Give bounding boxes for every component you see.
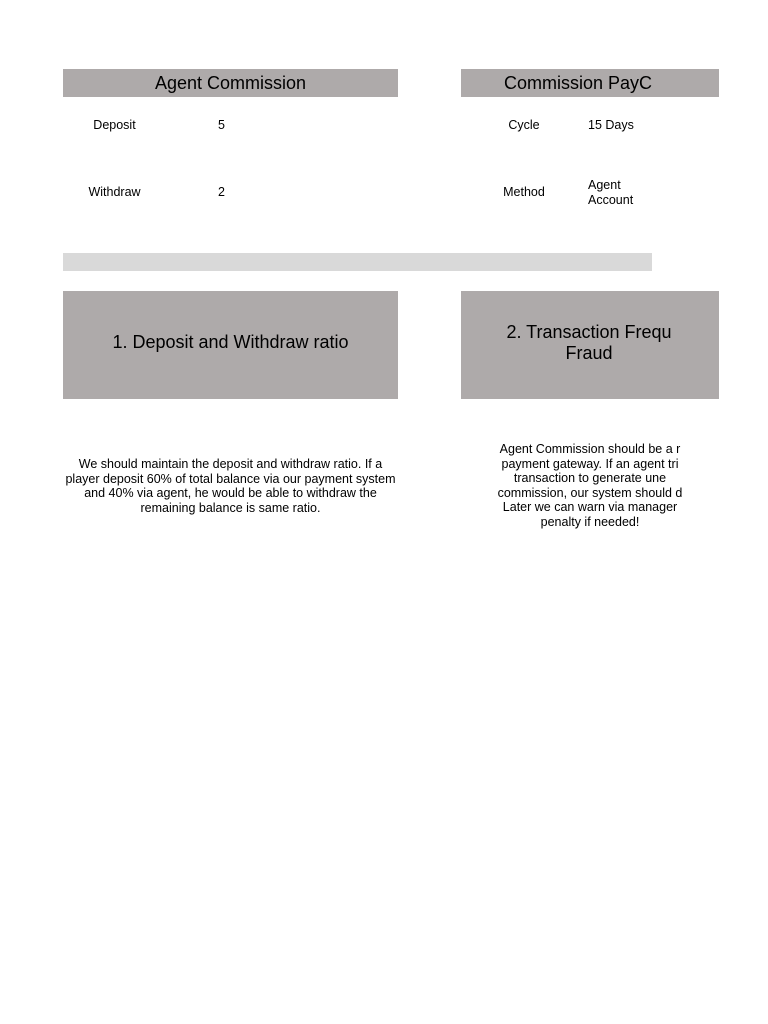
section-2-title: 2. Transaction Frequ Fraud [506,322,672,363]
commission-payout-header [461,69,719,97]
withdraw-value: 2 [218,185,225,199]
divider-bar [63,253,652,271]
section-1-header [63,291,398,399]
commission-payout-title: Commission PayC [503,73,652,93]
deposit-value: 5 [218,118,225,132]
cycle-value: 15 Days [588,118,634,132]
section-2-header [461,291,719,399]
section-2-body: Agent Commission should be a r payment gateway. If an agent tri transaction to generate une commission, our system should d Later we can warn via manager penalty if needed! [497,442,683,529]
withdraw-label: Withdraw [88,185,141,199]
agent-commission-title: Agent Commission [154,73,307,93]
section-1-body: We should maintain the deposit and withdraw ratio. If a player deposit 60% of total balance via our payment system and 40% via agent, he would be able to withdraw the remaining balance is same ratio. [65,457,396,515]
method-value: Agent Account [588,178,634,207]
method-label: Method [503,185,545,199]
section-1-title: 1. Deposit and Withdraw ratio [112,332,349,352]
deposit-label: Deposit [93,118,136,132]
cycle-label: Cycle [508,118,540,132]
agent-commission-header [63,69,398,97]
section-2-body-clip [461,442,683,542]
